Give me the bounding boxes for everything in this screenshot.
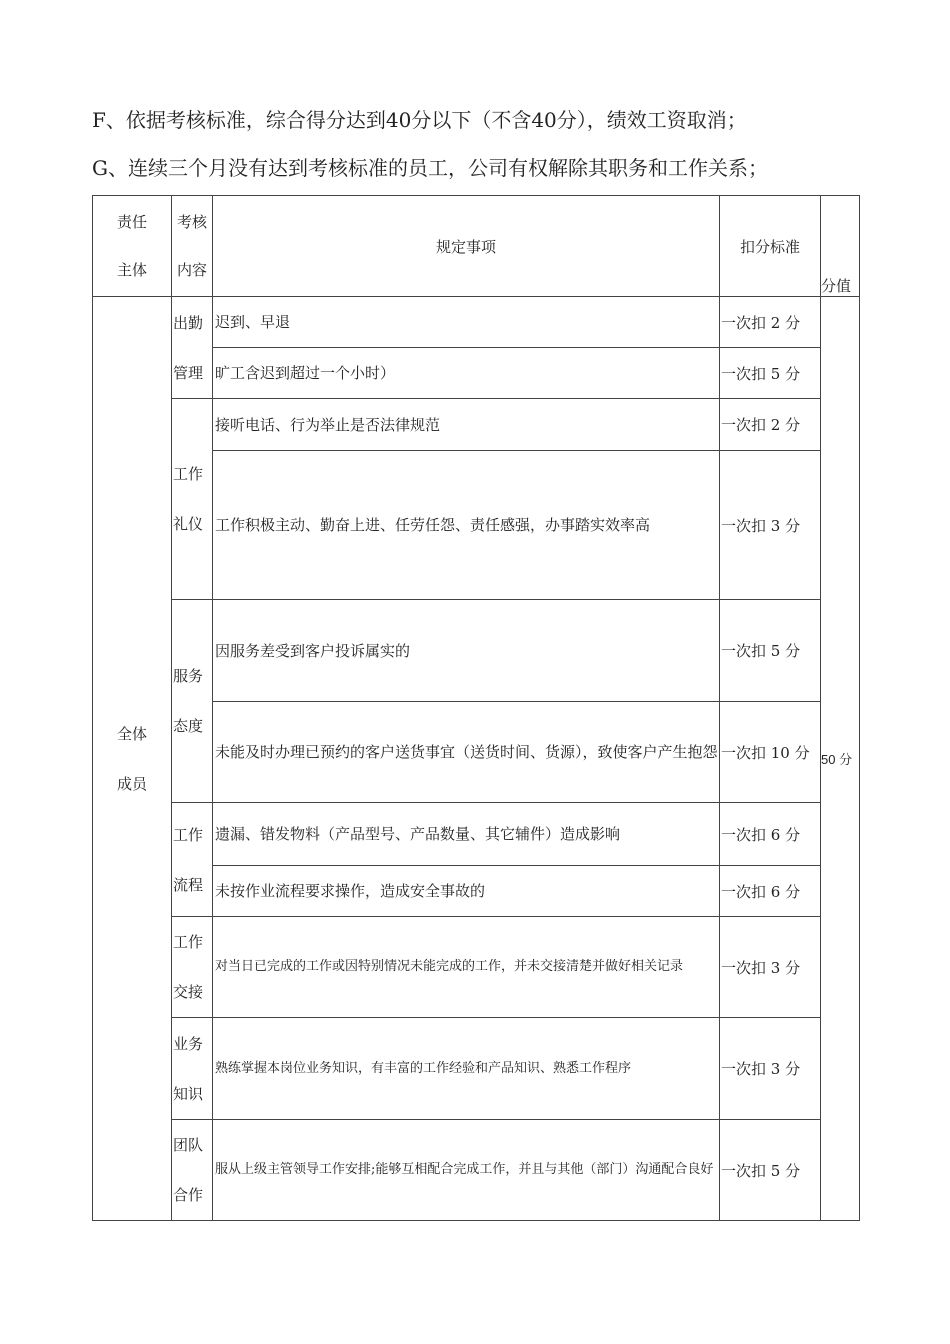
assessment-table [92,195,860,1221]
category-label: 态度 [173,717,204,735]
rule-item: 接听电话、行为举止是否法律规范 [213,399,720,451]
category-workflow [172,803,213,917]
category-label: 出勤 [173,313,204,332]
category-attendance [172,297,213,399]
category-label: 流程 [173,875,204,894]
rule-item: 遗漏、错发物料（产品型号、产品数量、其它辅件）造成影响 [213,803,720,866]
header-subject-line1: 责任 [116,213,147,231]
table-row [93,917,860,1018]
paragraph-f: F、依据考核标准，综合得分达到40分以下（不含40分），绩效工资取消； [92,108,747,132]
subject-line2: 成员 [116,774,147,793]
score-cell: 50 分 [821,297,860,1221]
category-label: 知识 [173,1084,204,1103]
table-row [93,297,860,348]
deduct-standard: 一次扣 2 分 [720,399,821,451]
deduct-standard: 一次扣 6 分 [720,803,821,866]
rule-item: 未能及时办理已预约的客户送货事宜（送货时间、货源），致使客户产生抱怨 [213,702,720,803]
category-label: 工作 [173,465,204,483]
header-row [93,196,860,297]
header-score: 分值 [821,196,860,297]
category-label: 交接 [173,983,204,1001]
category-label: 工作 [173,825,204,844]
rule-item: 对当日已完成的工作或因特别情况未能完成的工作，并未交接清楚并做好相关记录 [213,917,720,1018]
subject-line1: 全体 [116,724,147,743]
category-label: 礼仪 [173,515,204,533]
deduct-standard: 一次扣 10 分 [720,702,821,803]
table-row [93,600,860,702]
category-handover [172,917,213,1018]
rule-item: 迟到、早退 [213,297,720,348]
header-content-line2: 内容 [176,261,207,279]
rule-item: 工作积极主动、勤奋上进、任劳任怨、责任感强，办事踏实效率高 [213,451,720,600]
rule-item: 服从上级主管领导工作安排;能够互相配合完成工作，并且与其他（部门）沟通配合良好 [213,1120,720,1221]
rule-item: 未按作业流程要求操作，造成安全事故的 [213,866,720,917]
deduct-standard: 一次扣 5 分 [720,1120,821,1221]
category-label: 团队 [173,1136,204,1154]
deduct-standard: 一次扣 6 分 [720,866,821,917]
category-label: 服务 [173,667,204,685]
table-row [93,399,860,451]
rule-item: 因服务差受到客户投诉属实的 [213,600,720,702]
deduct-standard: 一次扣 3 分 [720,451,821,600]
header-content-line1: 考核 [176,213,207,231]
subject-cell [93,297,172,1221]
header-subject [93,196,172,297]
category-label: 管理 [173,363,204,382]
category-service [172,600,213,803]
header-content [172,196,213,297]
deduct-standard: 一次扣 5 分 [720,600,821,702]
paragraph-g: G、连续三个月没有达到考核标准的员工，公司有权解除其职务和工作关系； [92,156,768,180]
rule-item: 熟练掌握本岗位业务知识，有丰富的工作经验和产品知识、熟悉工作程序 [213,1018,720,1120]
table-row [93,803,860,866]
category-knowledge [172,1018,213,1120]
deduct-standard: 一次扣 3 分 [720,1018,821,1120]
header-subject-line2: 主体 [116,261,147,279]
table-row [93,1018,860,1120]
category-label: 工作 [173,933,204,951]
header-deduct: 扣分标准 [720,196,821,297]
category-etiquette [172,399,213,600]
rule-item: 旷工含迟到超过一个小时） [213,348,720,399]
category-teamwork [172,1120,213,1221]
deduct-standard: 一次扣 3 分 [720,917,821,1018]
deduct-standard: 一次扣 2 分 [720,297,821,348]
category-label: 合作 [173,1186,204,1204]
deduct-standard: 一次扣 5 分 [720,348,821,399]
category-label: 业务 [173,1034,204,1053]
header-item: 规定事项 [213,196,720,297]
table-row [93,1120,860,1221]
